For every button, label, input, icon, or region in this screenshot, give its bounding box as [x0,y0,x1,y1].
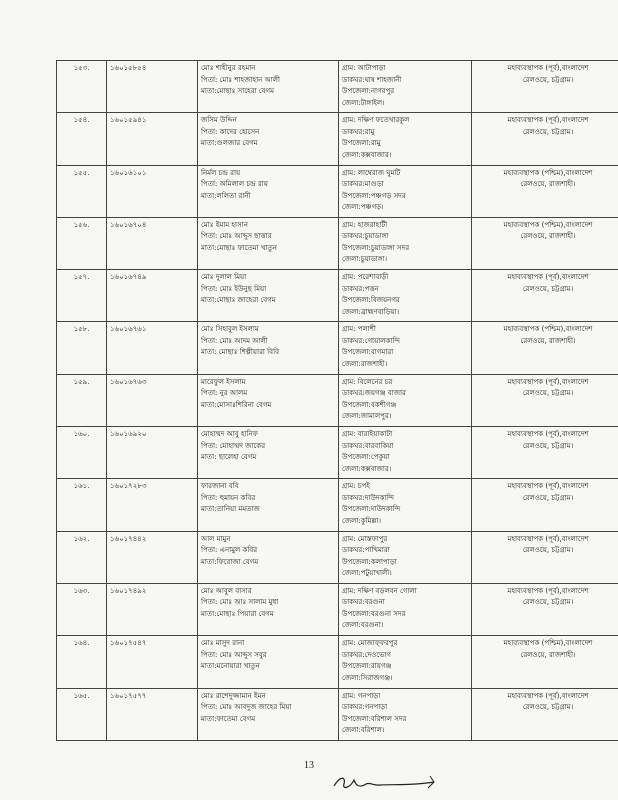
roll-number: ১৬০১৬৭০৪ [110,220,147,229]
address-cell [339,427,472,479]
name-cell [198,531,339,583]
office-line-2: রেলওয়ে, চট্টগ্রাম। [522,441,574,450]
father-name: পিতা: মোঃ আব্দুস সবুর [201,650,267,659]
father-name: পিতা: অমিলাল চন্দ্র রায় [201,180,268,189]
office-line-1: মহাব্যবস্থাপক (পশ্চিম),বাংলাদেশ [503,220,593,229]
mother-name: মাতা:মোছাঃ জাহেরা বেগম [201,296,276,305]
office-cell [472,113,618,165]
post-office: ডাকঘর:বারবাকিয়া [342,441,394,450]
office-cell [472,583,618,635]
roll-cell [107,322,198,374]
roll-cell [107,374,198,426]
address-cell [339,583,472,635]
table-row [57,322,618,374]
office-cell [472,61,618,113]
post-office: ডাকঘর:রামু [342,127,375,136]
village: গ্রাম: দক্ষিণ বড়লবন গোলা [342,586,417,595]
serial-number: ১৬২. [73,534,90,543]
serial-cell [57,270,107,322]
father-name: পিতা: মোঃ ইউনুছ মিয়া [201,284,267,293]
office-cell [472,322,618,374]
candidate-name: মোঃ রাশেদুজ্জামান ইমন [201,691,266,700]
office-line-2: রেলওয়ে, রাজশাহী। [520,180,576,189]
office-line-1: মহাব্যবস্থাপক (পূর্ব),বাংলাদেশ [507,482,589,491]
roll-cell [107,165,198,217]
name-cell [198,322,339,374]
village: গ্রাম: পলাশী [342,325,376,334]
father-name: পিতা: এনামুল কবির [201,546,258,555]
district: জেলা:পঞ্চগড়। [342,203,384,212]
office-line-2: রেলওয়ে, চট্টগ্রাম। [522,493,574,502]
village: গ্রাম: মোস্তফাপুর [342,534,388,543]
serial-cell [57,531,107,583]
village: গ্রাম: পরেশাবাড়ী [342,273,389,282]
roll-number: ১৬০১৭২৮৩ [110,482,147,491]
office-line-1: মহাব্যবস্থাপক (পূর্ব),বাংলাদেশ [507,64,589,72]
mother-name: মাতা:মোছাঃ ফাতেমা খাতুন [201,243,277,252]
office-line-2: রেলওয়ে, রাজশাহী। [520,336,576,345]
upazila: উপজেলা:পঞ্চগড় সদর [342,191,406,200]
serial-number: ১৫৭. [73,273,90,282]
roll-number: ১৬০১৭৫৭৭ [110,691,147,700]
candidate-name: মোঃ সিহাবুল ইসলাম [201,325,259,334]
post-office: ডাকঘর:ঘাষ শাহজানী [342,75,402,84]
roll-cell [107,61,198,113]
address-cell [339,165,472,217]
post-office: ডাকঘর:পাখিমারা [342,546,390,555]
serial-number: ১৬০. [73,430,90,439]
post-office: ডাকঘর:জয়গঞ্জ বাজার [342,389,406,398]
name-cell [198,61,339,113]
mother-name: মাতা:ফাতেমা বেগম [201,714,256,723]
office-cell [472,636,618,688]
mother-name: মাতা: মোছাঃ শিল্পীয়ারা বিবি [201,348,279,357]
roll-cell [107,113,198,165]
roll-cell [107,217,198,269]
candidate-name: মোহাম্মদ আবু হানিফ [201,430,258,439]
mother-name: মাতা: ছালেহা বেগম [201,453,257,462]
candidate-name: জসিম উদ্দিন [201,116,237,125]
office-line-2: রেলওয়ে, চট্টগ্রাম। [522,546,574,555]
district: জেলা:জামালপুর। [342,412,392,421]
office-line-1: মহাব্যবস্থাপক (পশ্চিম),বাংলাদেশ [503,639,593,648]
roll-cell [107,636,198,688]
name-cell [198,165,339,217]
post-office: ডাকঘর:দেওভোগ [342,650,391,659]
serial-cell [57,583,107,635]
mother-name: মাতা:ললিতা রানী [201,191,251,200]
page-number: 13 [304,760,314,771]
village: গ্রাম: বারাইয়াকাটা [342,430,393,439]
roll-cell [107,270,198,322]
upazila: উপজেলা:দাউদকান্দি [342,505,401,514]
serial-cell [57,636,107,688]
office-line-2: রেলওয়ে, চট্টগ্রাম। [522,389,574,398]
table-row [57,217,618,269]
table-row [57,583,618,635]
office-line-2: রেলওয়ে, চট্টগ্রাম। [522,284,574,293]
name-cell [198,374,339,426]
post-office: ডাকঘর:পত্তন [342,284,379,293]
candidate-name: মোঃ ইমাম হাসান [201,220,248,229]
post-office: ডাকঘর:দাউদকান্দি [342,493,394,502]
roll-number: ১৬০১৭৪৪২ [110,534,147,543]
serial-cell [57,688,107,740]
address-cell [339,61,472,113]
roll-number: ১৬০১৫৯৪১ [110,116,147,125]
name-cell [198,270,339,322]
mother-name: মাতা:মোসাঃশিরিনা বেগম [201,400,272,409]
mother-name: মাতা:মনোয়ারা খাতুন [201,662,260,671]
post-office: ডাকঘর:গোয়ালকান্দি [342,336,400,345]
serial-cell [57,479,107,531]
office-line-1: মহাব্যবস্থাপক (পূর্ব),বাংলাদেশ [507,377,589,386]
office-line-2: রেলওয়ে, রাজশাহী। [520,232,576,241]
district: জেলা:পটুয়াখালী। [342,569,392,578]
father-name: পিতা: মোঃ আবদুজ জাহের মিয়া [201,703,292,712]
district: জেলা:রাজশাহী। [342,359,388,368]
serial-number: ১৫৪. [73,116,90,125]
office-cell [472,479,618,531]
candidate-name: ফারজানা ববি [201,482,239,491]
village: গ্রাম: মোজাফ্ফরপুর [342,639,398,648]
roll-cell [107,688,198,740]
upazila: উপজেলা:রামু [342,139,381,148]
roll-cell [107,583,198,635]
post-office: ডাকঘর:চুয়াডাঙ্গা [342,232,389,241]
serial-cell [57,427,107,479]
roll-cell [107,479,198,531]
father-name: পিতা: হুমায়ন কবির [201,493,256,502]
upazila: উপজেলা:চুয়াডাঙ্গা সদর [342,243,410,252]
district: জেলা:সিরাজগঞ্জ। [342,673,393,682]
table-row [57,427,618,479]
address-cell [339,113,472,165]
district: জেলা:চুয়াডাঙ্গা। [342,255,387,264]
name-cell [198,636,339,688]
table-row [57,113,618,165]
village: গ্রাম: বিলেনের চর [342,377,393,386]
table-row [57,688,618,740]
upazila: উপজেলা:বরগুনা সদর [342,609,406,618]
serial-number: ১৫৬. [73,220,90,229]
office-line-2: রেলওয়ে, চট্টগ্রাম। [522,703,574,712]
district: জেলা:কক্সবাজার। [342,150,392,159]
office-cell [472,217,618,269]
handwritten-signature [330,770,440,796]
office-cell [472,165,618,217]
name-cell [198,427,339,479]
village: গ্রাম: আটাপাড়া [342,64,386,72]
office-cell [472,427,618,479]
serial-number: ১৬৫. [73,691,90,700]
candidate-name: নির্মল চন্দ্র রায় [201,168,241,177]
upazila: উপজেলা:রায়গঞ্জ [342,662,392,671]
serial-number: ১৫৫. [73,168,90,177]
name-cell [198,479,339,531]
serial-number: ১৬৩. [73,586,90,595]
mother-name: মাতা:ফিরোজা বেগম [201,557,259,566]
address-cell [339,270,472,322]
candidate-name: মোঃ মাসুদ রানা [201,639,245,648]
district: জেলা:কুমিল্লা। [342,516,382,525]
district: জেলা:টাঙ্গাইল। [342,98,385,107]
village: গ্রাম: দক্ষিণ ফতেখারকুল [342,116,410,125]
roll-number: ১৬০১৬৭৬১ [110,325,147,334]
table-row [57,531,618,583]
serial-cell [57,113,107,165]
serial-cell [57,165,107,217]
upazila: উপজেলা:পেকুয়া [342,453,390,462]
office-cell [472,688,618,740]
serial-cell [57,322,107,374]
office-line-1: মহাব্যবস্থাপক (পশ্চিম),বাংলাদেশ [503,325,593,334]
upazila: উপজেলা:বিজয়নগর [342,296,400,305]
village: গ্রাম: চপই [342,482,370,491]
name-cell [198,583,339,635]
district: জেলা:বরিশাল। [342,726,385,735]
address-cell [339,636,472,688]
candidate-table-body [57,61,618,741]
upazila: উপজেলা:বকশীগঞ্জ [342,400,397,409]
serial-number: ১৫৯. [73,377,90,386]
post-office: ডাকঘর:মাগুড়া [342,180,384,189]
candidate-name: মোঃ আবুল বাসার [201,586,252,595]
table-row [57,61,618,113]
upazila: উপজেলা:নাগরপুর [342,87,395,95]
serial-number: ১৬১. [73,482,90,491]
table-row [57,479,618,531]
table-row [57,165,618,217]
office-line-1: মহাব্যবস্থাপক (পূর্ব),বাংলাদেশ [507,586,589,595]
office-line-2: রেলওয়ে, চট্টগ্রাম। [522,598,574,607]
mother-name: মাতা:মোছাঃ পিয়ারা বেগম [201,609,274,618]
office-line-2: রেলওয়ে, চট্টগ্রাম। [522,75,574,84]
name-cell [198,113,339,165]
upazila: উপজেলা:বাগমারা [342,348,394,357]
district: জেলা:বরগুনা। [342,621,384,630]
roll-number: ১৬০১৭৫৪৭ [110,639,147,648]
table-row [57,270,618,322]
name-cell [198,688,339,740]
candidate-name: মোঃ শাহীনুর রহমান [201,64,256,72]
mother-name: মাতা:তানিয়া মমতাজ [201,505,260,514]
father-name: পিতা: মোহাম্মদ জাকের [201,441,266,450]
office-line-1: মহাব্যবস্থাপক (পূর্ব),বাংলাদেশ [507,691,589,700]
serial-number: ১৬৪. [73,639,90,648]
office-line-2: রেলওয়ে, চট্টগ্রাম। [522,127,574,136]
district: জেলা:ব্রাহ্মণবাড়িয়া। [342,307,400,316]
father-name: পিতা: মোঃ আদম আলী [201,336,268,345]
office-line-1: মহাব্যবস্থাপক (পূর্ব),বাংলাদেশ [507,273,589,282]
village: গ্রাম: হাজরাহাটী [342,220,388,229]
roll-number: ১৬০১৭৪৯২ [110,586,147,595]
office-line-2: রেলওয়ে, রাজশাহী। [520,650,576,659]
district: জেলা:কক্সবাজার। [342,464,392,473]
candidate-name: মোঃ দুলাল মিয়া [201,273,247,282]
address-cell [339,531,472,583]
serial-cell [57,374,107,426]
roll-number: ১৬০১৬৭৬৩ [110,377,147,386]
address-cell [339,322,472,374]
office-cell [472,531,618,583]
upazila: উপজেলা:বরিশাল সদর [342,714,407,723]
roll-number: ১৬০১৬৯২০ [110,430,147,439]
roll-cell [107,531,198,583]
village: গ্রাম: লাম্বেরাজ ঘুমটি [342,168,401,177]
father-name: পিতা: মোঃ আব্দুস ছাত্তার [201,232,272,241]
father-name: পিতা: মোঃ আঃ সালাম মুধা [201,598,279,607]
office-line-1: মহাব্যবস্থাপক (পশ্চিম),বাংলাদেশ [503,168,593,177]
upazila: উপজেলা:কলাপাড়া [342,557,397,566]
roll-number: ১৬০১৫৮৫৪ [110,64,147,72]
roll-cell [107,427,198,479]
office-cell [472,374,618,426]
table-row [57,374,618,426]
father-name: পিতা: কাদের হোসেন [201,127,260,136]
candidate-name: মারেফুল ইসলাম [201,377,246,386]
village: গ্রাম: গনপাড়া [342,691,381,700]
post-office: ডাকঘর:গনপাড়া [342,703,388,712]
address-cell [339,217,472,269]
roll-number: ১৬০১৬১০১ [110,168,147,177]
mother-name: মাতা:গুলজার বেগম [201,139,258,148]
address-cell [339,688,472,740]
father-name: পিতা: মোঃ শাহজাহান আলী [201,75,280,84]
table-row [57,636,618,688]
name-cell [198,217,339,269]
candidate-table [56,60,618,741]
candidate-name: আল মামুন [201,534,231,543]
serial-number: ১৫৩. [73,64,90,72]
office-line-1: মহাব্যবস্থাপক (পূর্ব),বাংলাদেশ [507,534,589,543]
serial-cell [57,61,107,113]
father-name: পিতা: নুর আলম [201,389,248,398]
serial-cell [57,217,107,269]
office-cell [472,270,618,322]
office-line-1: মহাব্যবস্থাপক (পূর্ব),বাংলাদেশ [507,116,589,125]
serial-number: ১৫৮. [73,325,90,334]
mother-name: মাতা:মোছাঃ সাহেরা বেগম [201,87,275,95]
roll-number: ১৬০১৬৭৪৯ [110,273,147,282]
address-cell [339,374,472,426]
address-cell [339,479,472,531]
office-line-1: মহাব্যবস্থাপক (পূর্ব),বাংলাদেশ [507,430,589,439]
post-office: ডাকঘর:বরগুনা [342,598,385,607]
